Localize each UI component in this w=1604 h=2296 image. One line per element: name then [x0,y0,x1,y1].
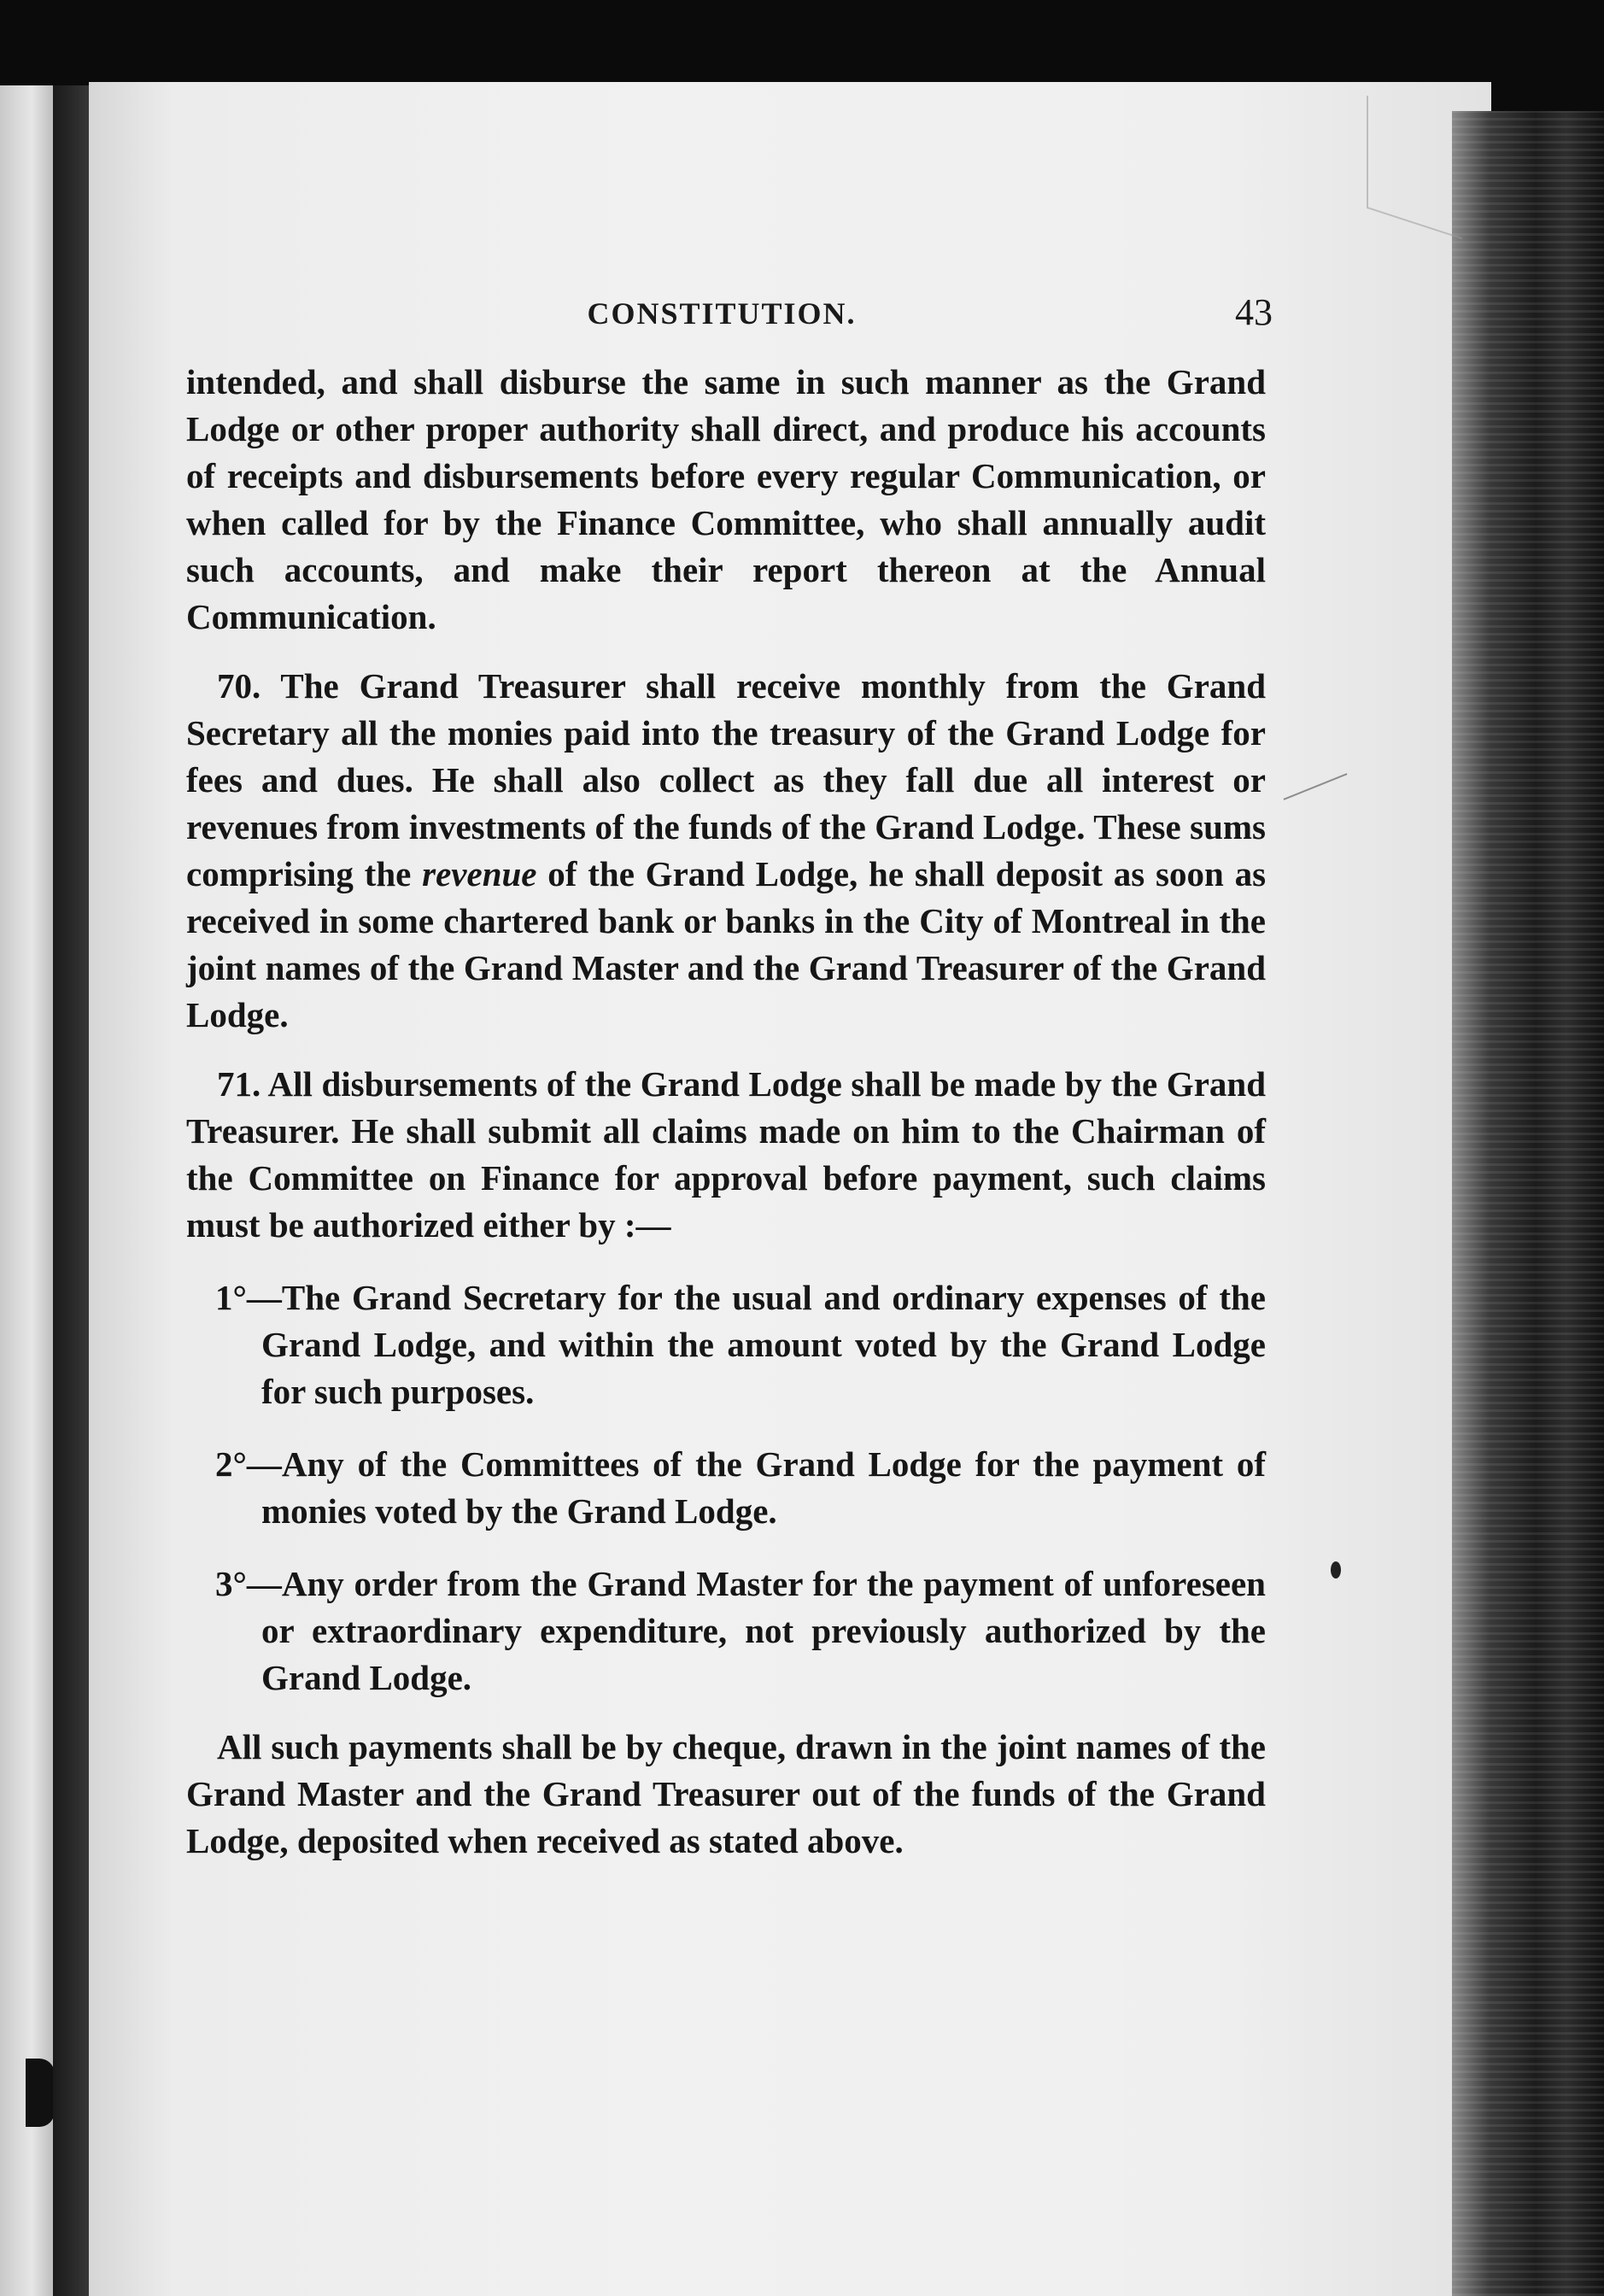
running-head [171,290,1273,345]
page-tab-mark [26,2059,55,2127]
page-number: 43 [1235,291,1273,333]
running-title: CONSTITUTION. [587,296,857,331]
section-71-paragraph: 71. All disbursements of the Grand Lodge shall be made by the Grand Treasurer. He shall submit all claims made on him to the Chairman of the Committee on Finance for approval before payment, such claims must be authorized either by :— [186,1064,1266,1245]
closing-paragraph: All such payments shall be by cheque, drawn in the joint names of the Grand Master and the Grand Treasurer out of the funds of the Grand Lodge, deposited when received as stated above. [186,1727,1266,1860]
continuation-paragraph: intended, and shall disburse the same in such manner as the Grand Lodge or other proper authority shall direct, and produce his accounts of receipts and disbursements before every regular Communication, or when called for by the Finance Committee, who shall annually audit such accounts, and make their report thereon at the Annual Communication. [186,362,1266,636]
page-body [186,359,1266,1865]
section-70-text-end: of the Grand Lodge, he shall deposit as soon as received in some chartered bank or banks in the City of Montreal in the joint names of the Grand Master and the Grand Treasurer of the Grand Lodge. [186,854,1267,1034]
list-item-1: 1°—The Grand Secretary for the usual and ordinary expenses of the Grand Lodge, and within the amount voted by the Grand Lodge for such purposes. [215,1278,1266,1411]
book-gutter [53,85,94,2296]
section-70-paragraph [186,663,1266,1039]
ink-spot [1331,1561,1341,1578]
list-item-3: 3°—Any order from the Grand Master for the payment of unforeseen or extraordinary expenditure, not previously authorized by the Grand Lodge. [215,1564,1266,1697]
list-item-2: 2°—Any of the Committees of the Grand Lodge for the payment of monies voted by the Grand Lodge. [215,1444,1266,1531]
page-fore-edge [1452,111,1604,2296]
section-70-text-start: 70. The Grand Treasurer shall receive monthly from the Grand Secretary all the monies paid into the treasury of the Grand Lodge for fees and dues. He shall also collect as they fall due all interest or revenues from investments of the funds of the Grand Lodge. These sums comprising the [186,666,1266,893]
section-70-italic-term: revenue [422,854,537,893]
previous-page-edge [0,85,53,2296]
